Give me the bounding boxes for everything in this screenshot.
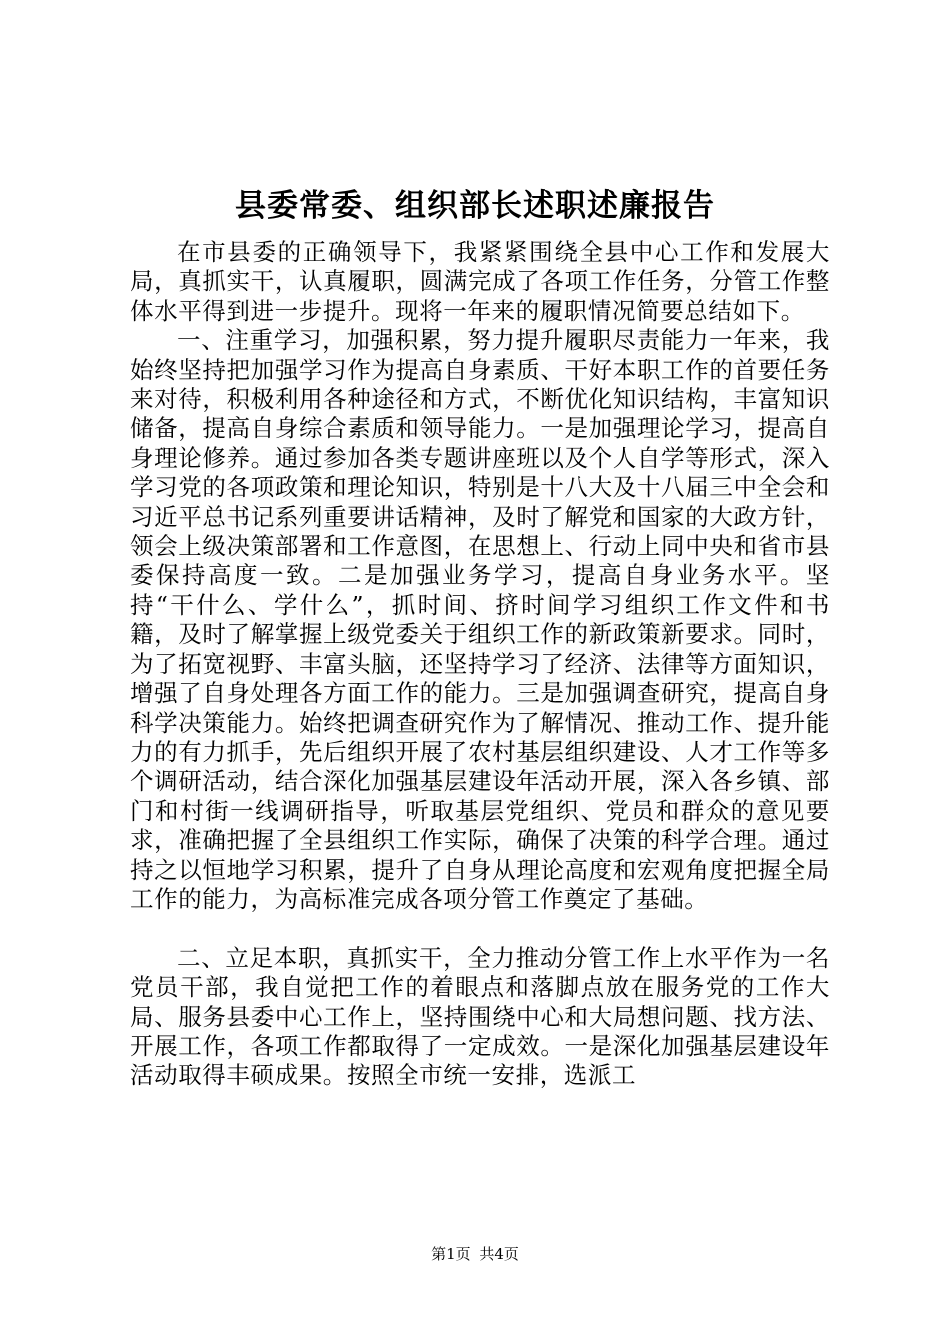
paragraph-section-2: 二、立足本职，真抓实干，全力推动分管工作上水平作为一名党员干部，我自觉把工作的着眼点和落脚点放在服务党的工作大局、服务县委中心工作上，坚持围绕中心和大局想问题、找方法、开展工作，各项工作都取得了一定成效。一是深化加强基层建设年活动取得丰硕成果。按照全市统一安排，选派工 bbox=[130, 943, 830, 1090]
page-footer bbox=[0, 1244, 950, 1264]
paragraph-section-1: 一、注重学习，加强积累，努力提升履职尽责能力一年来，我始终坚持把加强学习作为提高自身素质、干好本职工作的首要任务来对待，积极利用各种途径和方式，不断优化知识结构，丰富知识储备，提高自身综合素质和领导能力。一是加强理论学习，提高自身理论修养。通过参加各类专题讲座班以及个人自学等形式，深入学习党的各项政策和理论知识，特别是十八大及十八届三中全会和习近平总书记系列重要讲话精神，及时了解党和国家的大政方针，领会上级决策部署和工作意图，在思想上、行动上同中央和省市县委保持高度一致。二是加强业务学习，提高自身业务水平。坚持“干什么、学什么”，抓时间、挤时间学习组织工作文件和书籍，及时了解掌握上级党委关于组织工作的新政策新要求。同时，为了拓宽视野、丰富头脑，还坚持学习了经济、法律等方面知识，增强了自身处理各方面工作的能力。三是加强调查研究，提高自身科学决策能力。始终把调查研究作为了解情况、推动工作、提升能力的有力抓手，先后组织开展了农村基层组织建设、人才工作等多个调研活动，结合深化加强基层建设年活动开展，深入各乡镇、部门和村街一线调研指导，听取基层党组织、党员和群众的意见要求，准确把握了全县组织工作实际，确保了决策的科学合理。通过持之以恒地学习积累，提升了自身从理论高度和宏观角度把握全局工作的能力，为高标准完成各项分管工作奠定了基础。 bbox=[130, 326, 830, 913]
page-number-current: 第1页 bbox=[431, 1245, 471, 1263]
paragraph-intro: 在市县委的正确领导下，我紧紧围绕全县中心工作和发展大局，真抓实干，认真履职，圆满完成了各项工作任务，分管工作整体水平得到进一步提升。现将一年来的履职情况简要总结如下。 bbox=[130, 238, 830, 325]
page-number-total: 共4页 bbox=[479, 1245, 519, 1263]
document-title: 县委常委、组织部长述职述廉报告 bbox=[235, 188, 715, 224]
document-body bbox=[130, 238, 830, 1091]
